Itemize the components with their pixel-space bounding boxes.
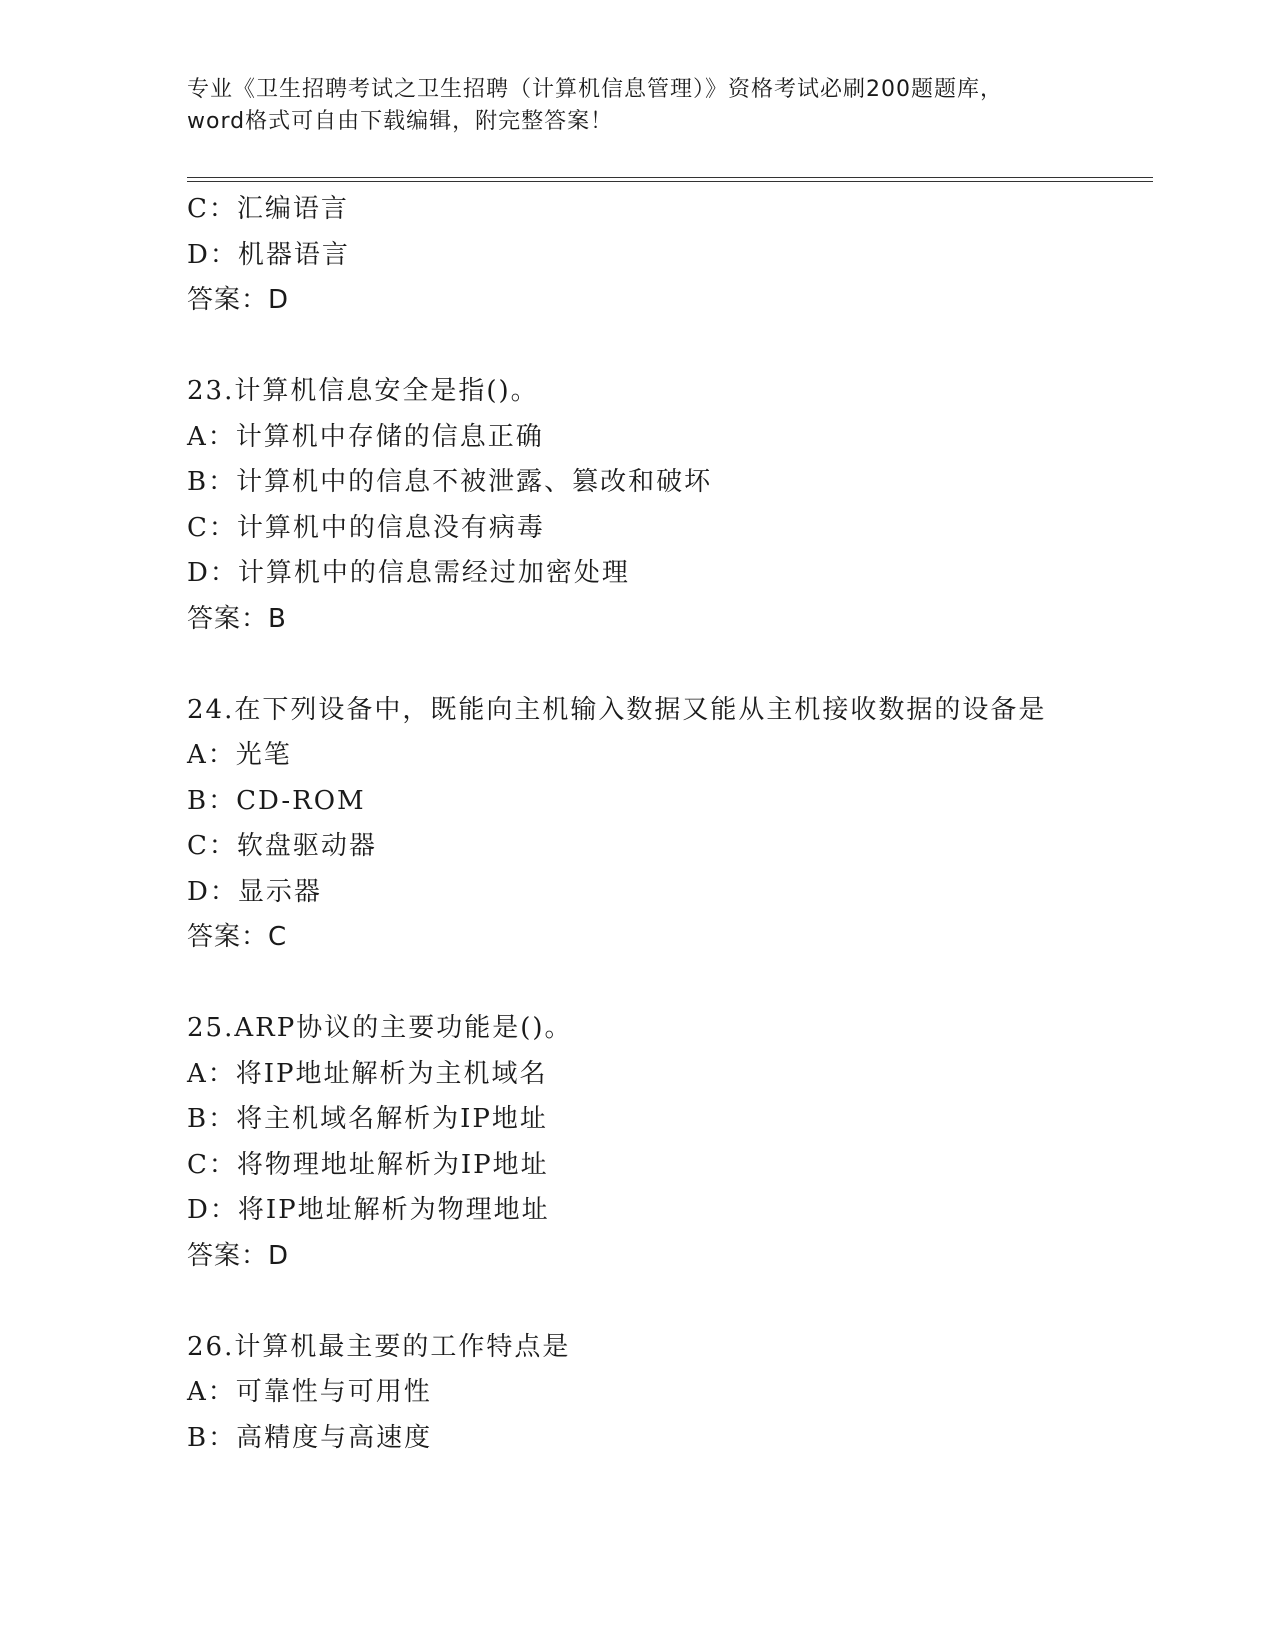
option-b: B：将主机域名解析为IP地址 (187, 1104, 548, 1134)
option-b: B：计算机中的信息不被泄露、篡改和破坏 (187, 467, 713, 497)
spacer (187, 961, 1147, 1007)
option-a: A：将IP地址解析为主机域名 (187, 1058, 548, 1089)
question-stem: 23.计算机信息安全是指()。 (187, 376, 539, 406)
option-d: D：机器语言 (187, 239, 350, 270)
option-a: A：光笔 (187, 740, 292, 770)
option-d: D：显示器 (187, 876, 322, 907)
option-c: C：将物理地址解析为IP地址 (187, 1149, 549, 1180)
spacer (187, 642, 1147, 688)
option-c: C：计算机中的信息没有病毒 (187, 512, 545, 543)
document-header (187, 74, 1087, 138)
option-b: B：高精度与高速度 (187, 1422, 433, 1453)
answer-label: 答案：D (187, 1240, 290, 1271)
question-stem: 24.在下列设备中，既能向主机输入数据又能从主机接收数据的设备是 (187, 694, 1047, 725)
option-c: C：汇编语言 (187, 194, 349, 224)
header-divider-top (187, 177, 1153, 178)
header-title-line-2: word格式可自由下载编辑，附完整答案！ (187, 109, 614, 134)
question-stem: 25.ARP协议的主要功能是()。 (187, 1013, 573, 1043)
answer-label: 答案：C (187, 922, 288, 952)
option-d: D：计算机中的信息需经过加密处理 (187, 558, 630, 588)
option-a: A：可靠性与可用性 (187, 1377, 432, 1407)
option-c: C：软盘驱动器 (187, 831, 377, 861)
question-stem: 26.计算机最主要的工作特点是 (187, 1331, 571, 1362)
spacer (187, 324, 1147, 370)
header-divider-bottom (187, 181, 1153, 182)
header-title-line-1: 专业《卫生招聘考试之卫生招聘（计算机信息管理）》资格考试必刷200题题库， (187, 77, 1003, 102)
question-list (187, 187, 1147, 1461)
answer-label: 答案：B (187, 603, 287, 634)
option-a: A：计算机中存储的信息正确 (187, 421, 544, 452)
spacer (187, 1279, 1147, 1325)
option-b: B：CD-ROM (187, 785, 366, 816)
answer-label: 答案：D (187, 285, 290, 315)
option-d: D：将IP地址解析为物理地址 (187, 1195, 550, 1225)
